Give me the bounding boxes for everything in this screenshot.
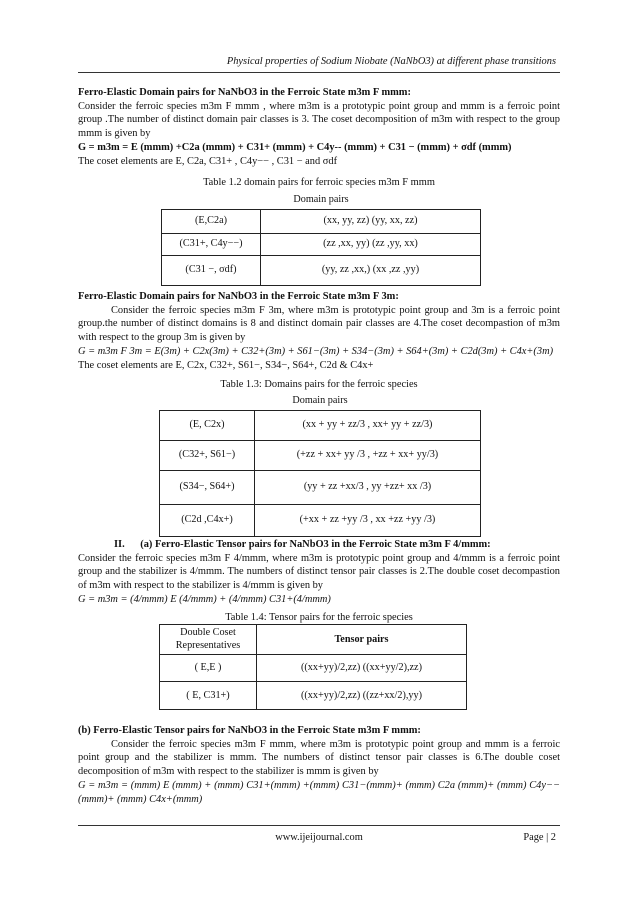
coset-equation: G = m3m = E (mmm) +C2a (mmm) + C31+ (mmm) + C4y-- (mmm) + C31 − (mmm) + σdf (mmm) [78, 141, 512, 153]
table-cell-rep: (C32+, S61−) [160, 440, 255, 470]
coset-equation: G = m3m = (mmm) E (mmm) + (mmm) C31+(mmm) +(mmm) C31−(mmm)+ (mmm) C2a (mmm)+ (mmm) C4y−− (mmm)+ (mmm) C4x+(mmm) [78, 779, 560, 805]
table-cell-pairs: (+zz + xx+ yy /3 , +zz + xx+ yy/3) [255, 440, 481, 470]
table-caption: Table 1.4: Tensor pairs for the ferroic species [225, 612, 413, 623]
footer-url: www.ijeijournal.com [275, 832, 363, 843]
heading-number: II. [114, 539, 125, 550]
table-header-col1: Double Coset Representatives [160, 625, 257, 655]
table-header: Domain pairs [160, 392, 481, 410]
table-cell-pairs: ((xx+yy)/2,zz) ((zz+xx/2),yy) [257, 682, 467, 710]
section-heading: Ferro-Elastic Domain pairs for NaNbO3 in the Ferroic State m3m F 3m: [78, 291, 399, 302]
footer-rule [78, 825, 560, 826]
coset-equation: G = m3m = (4/mmm) E (4/mmm) + (4/mmm) C31+(4/mmm) [78, 593, 331, 605]
table-cell-pairs: (yy + zz +xx/3 , yy +zz+ xx /3) [255, 470, 481, 504]
table-header-col2: Tensor pairs [257, 625, 467, 655]
section-paragraph: Consider the ferroic species m3m F 3m, where m3m is prototypic point group and 3m is a ferroic point group.the number of distinct domains is 8 and distinct domain pair classes are 4.The coset decompastion of m3m with respect to the group 3m is given by [78, 304, 560, 344]
domain-pairs-table-1-2 [161, 190, 481, 286]
table-cell-rep: ( E,E ) [160, 655, 257, 682]
section-heading: (b) Ferro-Elastic Tensor pairs for NaNbO3 in the Ferroic State m3m F mmm: [78, 725, 421, 736]
coset-elements: The coset elements are E, C2a, C31+ , C4y−− , C31 − and σdf [78, 155, 338, 167]
table-cell-pairs: ((xx+yy)/2,zz) ((xx+yy/2),zz) [257, 655, 467, 682]
table-cell-rep: (S34−, S64+) [160, 470, 255, 504]
coset-elements: The coset elements are E, C2x, C32+, S61−, S34−, S64+, C2d & C4x+ [78, 359, 374, 371]
section-3m-domain [78, 290, 560, 372]
table-cell-rep: (C31 −, σdf) [162, 255, 261, 285]
section-paragraph: Consider the ferroic species m3m F mmm, where m3m is prototypic point group and mmm is a ferroic point group and the stabilizer is mmm. The numbers of distinct tensor pair classes is 6.The double coset decomposition of m3m with respect to the stabilizer is mmm is given by [78, 738, 560, 778]
table-header: Domain pairs [162, 190, 481, 209]
running-head: Physical properties of Sodium Niobate (NaNbO3) at different phase transitions [226, 56, 556, 67]
section-paragraph: Consider the ferroic species m3m F 4/mmm, where m3m is prototypic point group and 4/mmm is a ferroic point group and the stabilizer is 4/mmm. The numbers of distinct tensor pair classes is 2.The double coset decompastion of m3m with respect to the stabilizer is 4/mmm is given by [78, 552, 560, 592]
table-cell-pairs: (yy, zz ,xx,) (xx ,zz ,yy) [261, 255, 481, 285]
table-caption: Table 1.3: Domains pairs for the ferroic species [220, 379, 418, 390]
table-cell-rep: ( E, C31+) [160, 682, 257, 710]
coset-equation: G = m3m F 3m = E(3m) + C2x(3m) + C32+(3m) + S61−(3m) + S34−(3m) + S64+(3m) + C2d(3m) + C4x+(3m) [78, 345, 554, 357]
table-cell-pairs: (+xx + zz +yy /3 , xx +zz +yy /3) [255, 504, 481, 536]
table-cell-rep: (E, C2x) [160, 410, 255, 440]
table-cell-pairs: (xx, yy, zz) (yy, xx, zz) [261, 209, 481, 233]
section-paragraph: Consider the ferroic species m3m F mmm , where m3m is a prototypic point group and mmm is a ferroic point group .The number of distinct domain pair classes is 3. The coset decomposition of m3m with respect to the group mmm is given by [78, 100, 560, 140]
table-cell-rep: (C2d ,C4x+) [160, 504, 255, 536]
table-cell-rep: (C31+, C4y−−) [162, 233, 261, 255]
section-4mmm-tensor [78, 538, 560, 607]
heading-text: (a) Ferro-Elastic Tensor pairs for NaNbO3 in the Ferroic State m3m F 4/mmm: [140, 539, 491, 550]
tensor-pairs-table-1-4 [159, 624, 467, 710]
footer-page-number: Page | 2 [523, 832, 556, 843]
header-rule [78, 72, 560, 73]
table-cell-pairs: (xx + yy + zz/3 , xx+ yy + zz/3) [255, 410, 481, 440]
section-mmm-domain [78, 86, 560, 168]
domain-pairs-table-1-3 [159, 392, 481, 537]
table-cell-pairs: (zz ,xx, yy) (zz ,yy, xx) [261, 233, 481, 255]
table-caption: Table 1.2 domain pairs for ferroic species m3m F mmm [203, 177, 435, 188]
table-cell-rep: (E,C2a) [162, 209, 261, 233]
section-heading: Ferro-Elastic Domain pairs for NaNbO3 in the Ferroic State m3m F mmm: [78, 87, 411, 98]
section-heading [78, 538, 560, 552]
section-mmm-tensor [78, 724, 560, 806]
